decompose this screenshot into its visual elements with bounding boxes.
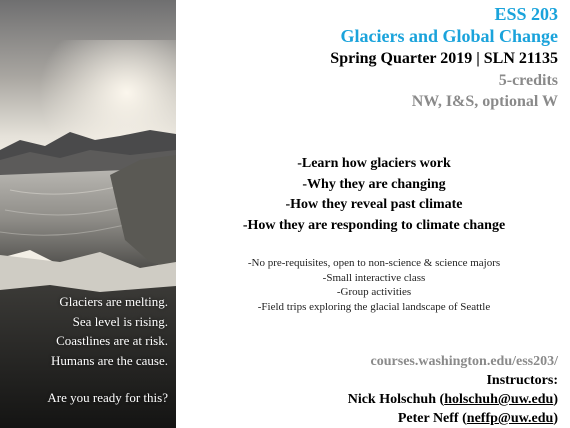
glacier-photo-panel	[0, 0, 176, 428]
goal-item: -How they are responding to climate change	[242, 217, 506, 233]
detail-item: -Field trips exploring the glacial landscape of Seattle	[257, 300, 491, 313]
caption-line: Humans are the cause.	[51, 352, 168, 368]
gen-ed-requirements: NW, I&S, optional W	[411, 93, 558, 110]
goal-item: -How they reveal past climate	[285, 197, 463, 212]
course-header	[330, 3, 558, 113]
instructor-line: Peter Neff (neffp@uw.edu)	[397, 411, 558, 426]
instructor-email-link[interactable]: holschuh@uw.edu	[444, 392, 554, 407]
instructor-name: Peter Neff	[397, 411, 459, 426]
caption-line: Glaciers are melting.	[59, 294, 168, 309]
caption-line: Coastlines are at risk.	[56, 333, 168, 348]
caption-line: Sea level is rising.	[72, 313, 168, 329]
course-url-link[interactable]: courses.washington.edu/ess203/	[370, 354, 558, 369]
caption-closing: Are you ready for this?	[47, 390, 168, 405]
course-title: Glaciers and Global Change	[340, 26, 558, 46]
detail-item: -Small interactive class	[322, 271, 426, 284]
instructor-email-link[interactable]: neffp@uw.edu	[466, 411, 554, 426]
credits: 5-credits	[498, 72, 558, 89]
detail-item: -No pre-requisites, open to non-science & science majors	[247, 257, 501, 269]
instructor-name: Nick Holschuh	[347, 392, 437, 407]
goal-item: -Why they are changing	[302, 176, 446, 192]
goal-item: -Learn how glaciers work	[297, 156, 451, 171]
course-code: ESS 203	[494, 4, 558, 24]
course-goals	[184, 154, 564, 236]
instructors-label: Instructors:	[486, 373, 558, 388]
course-details	[184, 256, 564, 314]
instructor-line: Nick Holschuh (holschuh@uw.edu)	[347, 392, 558, 407]
course-footer	[348, 352, 558, 428]
detail-item: -Group activities	[336, 286, 412, 298]
quarter-sln: Spring Quarter 2019 | SLN 21135	[330, 50, 558, 67]
photo-caption	[0, 292, 168, 408]
